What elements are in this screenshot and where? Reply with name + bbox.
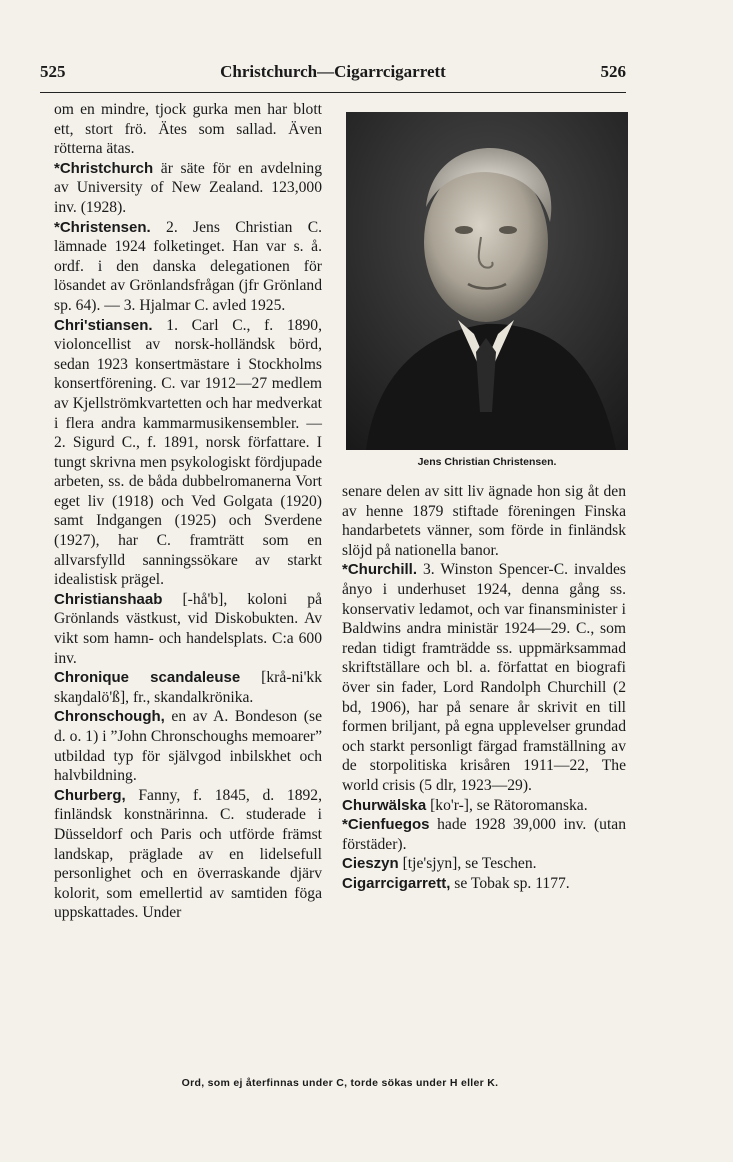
entry-paragraph: [54, 100, 322, 159]
entry-headword: Cigarrcigarrett,: [342, 874, 451, 892]
entry-text: [krå-ni'kk skaŋdalö'ß], fr., skandalkrönika.: [54, 669, 323, 706]
entry-headword: *Cienfuegos: [342, 816, 430, 834]
entry-text: är säte för en avdelning av University of New Zealand. 123,000 inv. (1928).: [54, 159, 322, 216]
entry-paragraph: [342, 482, 626, 560]
photo-caption: Jens Christian Christensen.: [417, 456, 557, 468]
entry-headword: Churberg,: [54, 786, 126, 804]
entry-headword: Chronschough,: [54, 708, 165, 726]
portrait-photo: [346, 112, 628, 450]
entry-paragraph: [54, 590, 322, 668]
entry-headword: Christianshaab: [54, 590, 163, 608]
entry-text: 1. Carl C., f. 1890, violoncellist av norsk-holländsk börd, sedan 1923 konsertmästare i Stockholms konsertförening. C. var 1912—27 medlem av Kjellströmkvartetten och har medverkat i flera andra kammarmusikensembler. — 2. Sigurd C., f. 1891, norsk författare. I tungt skrivna men psykologiskt fördjupade arbeten, ss. de båda dubbelromanerna Vort eget liv (1918) och Ved Golgata (1920) samt Indgangen (1925) och Sverdene (1927), har C. framträtt som en allvarsfylld sanningssökare av starkt idealistisk prägel.: [54, 316, 322, 589]
entry-headword: *Christensen.: [54, 218, 151, 236]
right-column: [342, 482, 626, 893]
entry-headword: *Churchill.: [342, 561, 418, 579]
entry-paragraph: [342, 815, 626, 854]
entry-paragraph: [342, 874, 626, 894]
header-rule: [40, 92, 626, 93]
page-footer-note: Ord, som ej återfinnas under C, torde sökas under H eller K.: [181, 1077, 499, 1089]
entry-paragraph: [54, 316, 322, 590]
page-header: [40, 62, 626, 90]
entry-text: se Tobak sp. 1177.: [450, 874, 570, 892]
entry-text: [ko'r-], se Rätoromanska.: [426, 796, 588, 814]
portrait-illustration: [346, 112, 628, 450]
entry-text: [-hå'b], koloni på Grönlands västkust, vid Diskobukten. Av vikt som hamn- och handelsplats. C:a 600 inv.: [54, 590, 322, 667]
entry-text: hade 1928 39,000 inv. (utan förstäder).: [342, 816, 626, 853]
entry-paragraph: [54, 668, 322, 707]
entry-text: Fanny, f. 1845, d. 1892, finländsk konstnärinna. C. studerade i Düsseldorf och Paris och utförde främst landskap, präglade av en lidelsefull personlighet och en överraskande djärv kolorit, som emellertid av samtiden föga uppskattades. Under: [54, 786, 322, 922]
entry-text: en av A. Bondeson (se d. o. 1) i ”John Chronschoughs memoarer” utbildad typ för självgod inbilskhet och halvbildning.: [54, 708, 322, 785]
entry-text: om en mindre, tjock gurka men har blott ett, stort frö. Ätes som sallad. Även rötterna ätas.: [54, 101, 322, 158]
entry-text: [tje'sjyn], se Teschen.: [398, 855, 537, 873]
entry-text: 3. Winston Spencer-C. invaldes ånyo i underhuset 1924, denna gång ss. konservativ ledamot, och var finansminister i Baldwins andra ministär 1924—29. C., som redan tidigt framträdde ss. uppmärksammad skriftställare och bl. a. författat en biografi över sin fader, Lord Randolph Churchill (2 bd, 1906), har på senare år skrivit en till formen briljant, på egna upplevelser grundad och starkt personligt färgad framställning av de storpolitiska krisåren 1911—22, The world crisis (5 dlr, 1923—29).: [342, 561, 626, 794]
entry-headword: Chronique scandaleuse: [54, 669, 241, 687]
entry-headword: Chri'stiansen.: [54, 316, 153, 334]
entry-paragraph: [54, 159, 322, 218]
entry-paragraph: [342, 854, 626, 874]
entry-paragraph: [54, 707, 322, 785]
entry-paragraph: [342, 560, 626, 795]
entry-text: 2. Jens Christian C. lämnade 1924 folketinget. Han var s. å. ordf. i den danska delegationen för lösandet av Grönlandsfrågan (jfr Grönland sp. 64). — 3. Hjalmar C. avled 1925.: [54, 218, 322, 314]
entry-paragraph: [342, 796, 626, 816]
left-column: [54, 100, 322, 923]
page-number-left: 525: [40, 62, 66, 81]
entry-headword: *Christchurch: [54, 159, 154, 177]
entry-text: senare delen av sitt liv ägnade hon sig åt den av henne 1879 stiftade föreningen Finska handarbetets vänner, som förde in finländsk slöjd på nationella banor.: [342, 483, 626, 559]
entry-headword: Churwälska: [342, 796, 427, 814]
entry-paragraph: [54, 786, 322, 923]
entry-headword: Cieszyn: [342, 855, 399, 873]
page-number-right: 526: [600, 62, 626, 81]
running-title: Christchurch—Cigarrcigarrett: [220, 62, 446, 81]
entry-paragraph: [54, 218, 322, 316]
